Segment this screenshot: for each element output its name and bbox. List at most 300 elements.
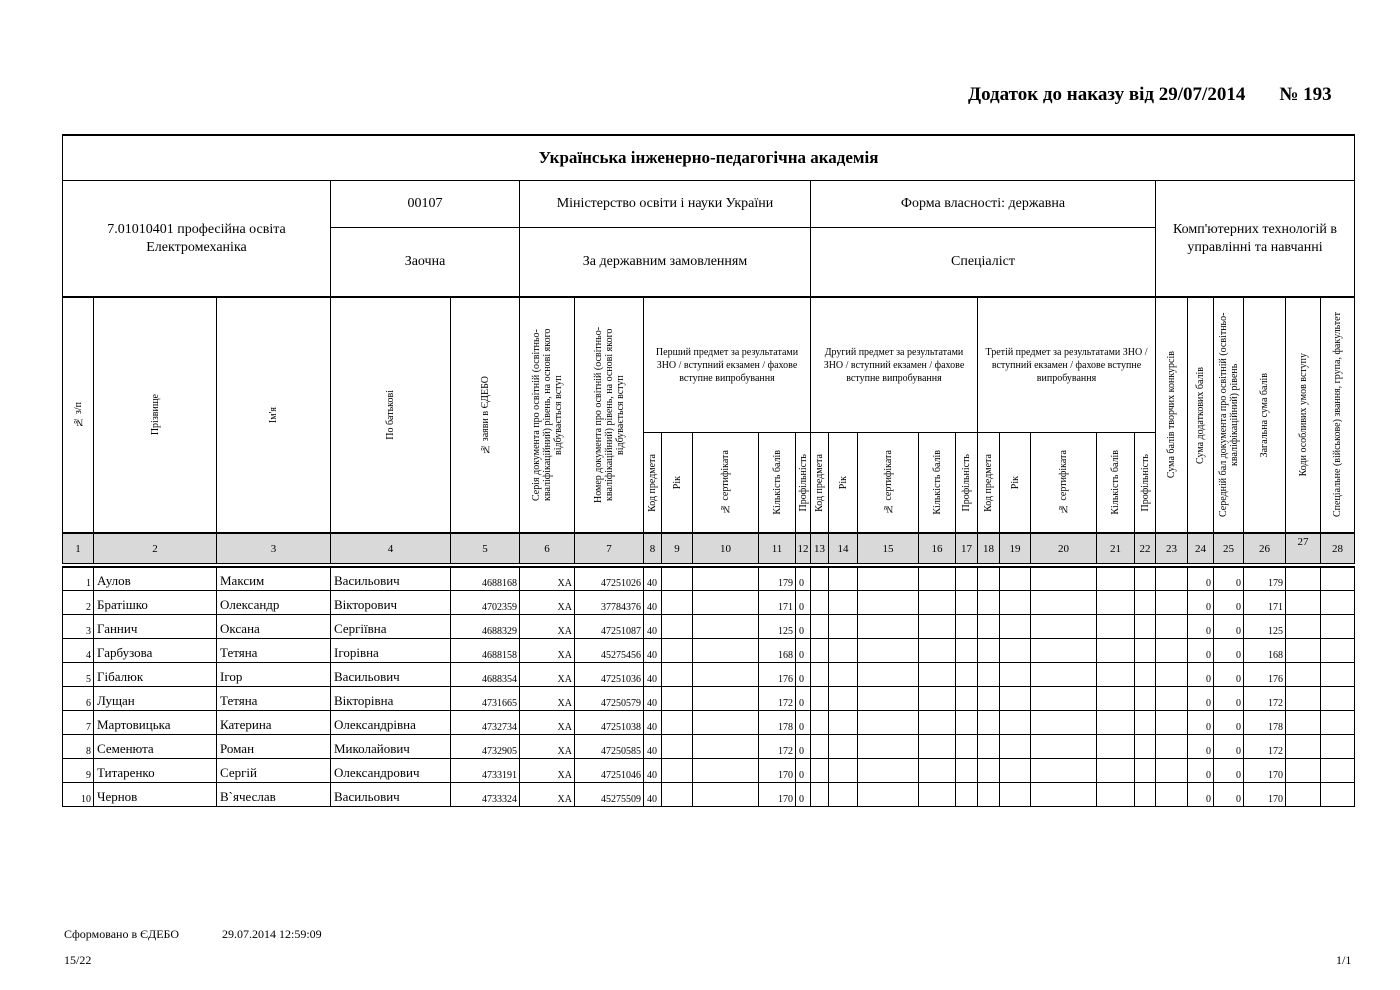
table-row-1-cell — [62, 566, 94, 591]
table-row-8-cell-text: 4732905 — [482, 746, 517, 757]
table-row-5-cell — [661, 662, 693, 687]
subject-3-header-code — [977, 432, 1000, 533]
table-row-3-cell — [918, 614, 956, 639]
table-row-6-cell-text: 4731665 — [482, 698, 517, 709]
order-title: Додаток до наказу від 29/07/2014 — [968, 84, 1246, 105]
table-row-5-cell — [955, 662, 978, 687]
table-row-2-cell — [810, 590, 829, 615]
table-row-6-cell — [758, 686, 796, 711]
table-row-2-cell-text: 0 — [1236, 602, 1241, 613]
table-row-3-cell-text: 0 — [1206, 626, 1211, 637]
table-row-10-cell-text: В`ячеслав — [220, 789, 276, 804]
table-row-9-cell — [999, 758, 1031, 783]
table-row-7-cell — [62, 710, 94, 735]
subject-2-header-cert — [857, 432, 919, 533]
table-row-1-cell — [692, 566, 759, 591]
col-creative-sum-text: Сума балів творчих конкурсів — [1166, 351, 1177, 479]
table-row-6-cell — [828, 686, 858, 711]
table-row-1-cell-text: 47251026 — [601, 578, 641, 589]
col-doc-number-text: Номер документа про освітній (освітньо-кваліфікаційний) рівень, на основі якого відбувається вступ — [592, 326, 626, 504]
specialty-code: 7.01010401 професійна освіта — [107, 222, 286, 237]
table-row-1-cell — [758, 566, 796, 591]
table-row-7-cell — [574, 710, 644, 735]
table-row-8-cell — [1285, 734, 1321, 759]
table-row-3-cell — [93, 614, 217, 639]
table-row-8-cell — [955, 734, 978, 759]
table-row-7-cell — [999, 710, 1031, 735]
table-row-6-cell — [692, 686, 759, 711]
table-row-8-cell-text: 0 — [1206, 746, 1211, 757]
column-number — [999, 532, 1031, 564]
table-row-6-cell — [1285, 686, 1321, 711]
column-number-text: 20 — [1058, 542, 1069, 555]
table-row-7-cell-text: ХА — [557, 722, 572, 733]
table-row-3-cell — [1030, 614, 1097, 639]
table-row-10-cell — [93, 782, 217, 807]
table-row-9-cell — [1155, 758, 1188, 783]
study-form-cell — [330, 227, 520, 297]
degree-cell-text: Спеціаліст — [951, 254, 1015, 269]
table-row-9-cell — [1096, 758, 1135, 783]
table-row-1-cell — [661, 566, 693, 591]
table-row-5-cell — [828, 662, 858, 687]
column-number — [62, 532, 94, 564]
table-row-10-cell — [574, 782, 644, 807]
table-row-7-cell — [977, 710, 1000, 735]
table-row-10-cell-text: ХА — [557, 794, 572, 805]
table-row-5-cell-text: 0 — [799, 674, 804, 685]
table-row-1-cell — [1213, 566, 1244, 591]
subject-2-header-code — [810, 432, 829, 533]
table-row-9-cell-text: 0 — [1236, 770, 1241, 781]
column-number-text: 7 — [606, 542, 612, 555]
table-row-10-cell — [810, 782, 829, 807]
table-row-8-cell — [977, 734, 1000, 759]
table-row-7-cell-text: 47251038 — [601, 722, 641, 733]
table-row-6-cell — [93, 686, 217, 711]
table-row-7-cell — [1155, 710, 1188, 735]
column-number-text: 21 — [1110, 542, 1121, 555]
code-cell — [330, 180, 520, 228]
table-row-9-cell — [1187, 758, 1214, 783]
subject-3-header-score-text: Кількість балів — [1110, 450, 1121, 515]
table-row-5-cell — [795, 662, 811, 687]
table-row-6-cell-text: Тетяна — [220, 693, 258, 708]
column-number-text: 6 — [544, 542, 550, 555]
table-row-4-cell — [918, 638, 956, 663]
table-row-4-cell-text: 4688158 — [482, 650, 517, 661]
table-row-1-cell — [999, 566, 1031, 591]
col-doc-series-text: Серія документа про освітній (освітньо-кваліфікаційний) рівень, на основі якого відбувається вступ — [530, 328, 564, 502]
table-row-7-cell-text: 178 — [1268, 722, 1283, 733]
table-row-6-cell-text: 40 — [647, 698, 657, 709]
table-row-3-cell — [999, 614, 1031, 639]
table-row-3-cell — [450, 614, 520, 639]
table-row-9-cell-text: 170 — [1268, 770, 1283, 781]
col-military — [1320, 296, 1355, 533]
table-row-1-cell — [574, 566, 644, 591]
table-row-2-cell — [216, 590, 331, 615]
table-row-6-cell — [1187, 686, 1214, 711]
table-row-9-cell — [661, 758, 693, 783]
table-row-4-cell-text: 168 — [1268, 650, 1283, 661]
table-row-6-cell — [795, 686, 811, 711]
generated-timestamp: 29.07.2014 12:59:09 — [222, 927, 322, 941]
table-row-4-cell-text: 168 — [778, 650, 793, 661]
table-row-7-cell — [918, 710, 956, 735]
table-row-10-cell-text: 0 — [799, 794, 804, 805]
table-row-3-cell-text: 125 — [1268, 626, 1283, 637]
table-row-9-cell — [1213, 758, 1244, 783]
column-number — [519, 532, 575, 564]
table-row-5-cell — [1155, 662, 1188, 687]
table-row-5-cell-text: 176 — [1268, 674, 1283, 685]
column-number — [1134, 532, 1156, 564]
table-row-10-cell-text: 10 — [81, 794, 91, 805]
column-number — [1030, 532, 1097, 564]
table-row-7-cell — [795, 710, 811, 735]
subject-2-header-score-text: Кількість балів — [931, 450, 943, 515]
table-row-2-cell — [977, 590, 1000, 615]
table-row-10-cell — [1030, 782, 1097, 807]
table-row-3-cell — [810, 614, 829, 639]
table-row-9-cell-text: Сергій — [220, 765, 258, 780]
subject-3-header-year-text: Рік — [1009, 475, 1021, 490]
table-row-5-cell — [1243, 662, 1286, 687]
table-row-5-cell-text: 4688354 — [482, 674, 517, 685]
table-row-9-cell — [1285, 758, 1321, 783]
table-row-8-cell — [1134, 734, 1156, 759]
table-row-3-cell-text: 0 — [1236, 626, 1241, 637]
table-row-7-cell — [857, 710, 919, 735]
table-row-7-cell — [955, 710, 978, 735]
table-row-9-cell — [795, 758, 811, 783]
table-row-8-cell-text: Семенюта — [97, 741, 154, 756]
table-row-4-cell — [216, 638, 331, 663]
table-row-8-cell — [857, 734, 919, 759]
table-row-4-cell-text: 0 — [1206, 650, 1211, 661]
table-row-9-cell — [574, 758, 644, 783]
table-row-8-cell — [62, 734, 94, 759]
table-row-5-cell — [1213, 662, 1244, 687]
table-row-3-cell — [1213, 614, 1244, 639]
table-row-9-cell-text: 0 — [1206, 770, 1211, 781]
table-row-1-cell-text: 4688168 — [482, 578, 517, 589]
column-number-text: 23 — [1166, 542, 1177, 555]
table-row-10-cell-text: 170 — [1268, 794, 1283, 805]
table-row-10-cell-text: 0 — [1206, 794, 1211, 805]
table-row-10-cell — [1187, 782, 1214, 807]
table-row-2-cell-text: 171 — [778, 602, 793, 613]
table-row-6-cell — [62, 686, 94, 711]
table-row-5-cell-text: 5 — [86, 674, 91, 685]
table-row-7-cell — [758, 710, 796, 735]
table-row-4-cell — [661, 638, 693, 663]
ownership-cell — [810, 180, 1156, 228]
subject-2-header — [810, 296, 978, 433]
table-row-8-cell-text: 8 — [86, 746, 91, 757]
column-number-text: 16 — [931, 542, 943, 555]
col-surname — [93, 296, 217, 533]
column-number-text: 25 — [1223, 542, 1234, 555]
table-row-5-cell-text: Васильович — [334, 669, 400, 684]
column-number — [661, 532, 693, 564]
table-row-3-cell-text: ХА — [557, 626, 572, 637]
table-row-4-cell — [450, 638, 520, 663]
column-number — [977, 532, 1000, 564]
table-row-8-cell-text: 47250585 — [601, 746, 641, 757]
subject-1-header-year — [661, 432, 693, 533]
table-row-5-cell — [519, 662, 575, 687]
table-row-8-cell — [450, 734, 520, 759]
table-row-3-cell — [1134, 614, 1156, 639]
column-number — [330, 532, 451, 564]
table-row-4-cell — [643, 638, 662, 663]
table-row-8-cell — [1155, 734, 1188, 759]
table-row-6-cell — [519, 686, 575, 711]
table-row-5-cell — [857, 662, 919, 687]
table-row-10-cell-text: 40 — [647, 794, 657, 805]
table-row-10-cell — [692, 782, 759, 807]
order-header — [968, 84, 1332, 106]
table-row-7-cell — [661, 710, 693, 735]
table-row-3-cell — [519, 614, 575, 639]
table-row-1-cell — [519, 566, 575, 591]
column-number — [955, 532, 978, 564]
table-row-1-cell — [810, 566, 829, 591]
column-number — [1155, 532, 1188, 564]
table-row-10-cell — [216, 782, 331, 807]
subject-1-header-score-text: Кількість балів — [771, 450, 783, 515]
table-row-2-cell — [692, 590, 759, 615]
table-row-8-cell — [93, 734, 217, 759]
column-number-text: 10 — [720, 542, 731, 555]
table-row-5-cell-text: 0 — [1206, 674, 1211, 685]
table-row-3-cell — [574, 614, 644, 639]
degree-cell — [810, 227, 1156, 297]
table-row-6-cell-text: 0 — [1206, 698, 1211, 709]
table-row-4-cell — [62, 638, 94, 663]
table-row-2-cell — [1187, 590, 1214, 615]
col-name — [216, 296, 331, 533]
table-row-8-cell — [216, 734, 331, 759]
table-row-4-cell-text: Ігорівна — [334, 645, 379, 660]
table-row-4-cell — [1285, 638, 1321, 663]
table-row-10-cell — [1285, 782, 1321, 807]
col-special-codes-text: Коди особливих умов вступу — [1297, 353, 1309, 477]
funding-cell — [519, 227, 811, 297]
table-row-1-cell — [857, 566, 919, 591]
table-row-9-cell — [977, 758, 1000, 783]
table-row-3-cell — [1096, 614, 1135, 639]
table-row-2-cell — [450, 590, 520, 615]
table-row-6-cell — [918, 686, 956, 711]
table-row-8-cell-text: 40 — [647, 746, 657, 757]
table-row-5-cell-text: 0 — [1236, 674, 1241, 685]
table-row-3-cell-text: Сергіївна — [334, 621, 387, 636]
table-row-8-cell — [918, 734, 956, 759]
funding-cell-text: За державним замовленням — [582, 254, 748, 269]
table-row-6-cell-text: 0 — [1236, 698, 1241, 709]
column-number-text: 9 — [674, 542, 680, 555]
column-number-text: 3 — [270, 542, 277, 555]
table-row-4-cell-text: 0 — [1236, 650, 1241, 661]
table-row-8-cell-text: 0 — [799, 746, 804, 757]
table-row-7-cell — [1285, 710, 1321, 735]
table-row-4-cell — [955, 638, 978, 663]
subject-1-header-cert-text: № сертифіката — [720, 450, 731, 515]
table-row-2-cell — [93, 590, 217, 615]
column-number — [795, 532, 811, 564]
table-row-1-cell — [918, 566, 956, 591]
table-row-1-cell — [643, 566, 662, 591]
table-row-6-cell-text: 6 — [86, 698, 91, 709]
table-row-6-cell — [857, 686, 919, 711]
table-row-10-cell-text: Васильович — [334, 789, 400, 804]
table-row-10-cell — [330, 782, 451, 807]
col-extra-sum-text: Сума додаткових балів — [1195, 366, 1206, 464]
table-row-1-cell — [93, 566, 217, 591]
table-row-2-cell-text: Вікторович — [334, 597, 398, 612]
subject-2-header-code-text: Код предмета — [814, 453, 825, 512]
table-row-10-cell — [1213, 782, 1244, 807]
table-row-6-cell — [1096, 686, 1135, 711]
table-row-7-cell — [1187, 710, 1214, 735]
table-row-10-cell — [977, 782, 1000, 807]
table-row-9-cell — [93, 758, 217, 783]
table-row-9-cell — [1320, 758, 1355, 783]
column-number — [1320, 532, 1355, 564]
table-row-6-cell — [955, 686, 978, 711]
table-row-7-cell — [1134, 710, 1156, 735]
table-row-5-cell-text: 176 — [778, 674, 793, 685]
table-row-10-cell — [1134, 782, 1156, 807]
column-number-text: 24 — [1195, 542, 1206, 555]
column-number — [918, 532, 956, 564]
table-row-5-cell-text: 47251036 — [601, 674, 641, 685]
table-row-2-cell-text: ХА — [557, 602, 572, 613]
table-row-4-cell — [795, 638, 811, 663]
table-row-2-cell — [918, 590, 956, 615]
column-number — [1213, 532, 1244, 564]
table-row-8-cell — [999, 734, 1031, 759]
subject-1-header-profile-text: Профільність — [797, 453, 809, 512]
subject-3-header-cert — [1030, 432, 1097, 533]
table-row-8-cell-text: Миколайович — [334, 741, 410, 756]
table-row-2-cell — [661, 590, 693, 615]
table-row-8-cell — [1096, 734, 1135, 759]
table-row-5-cell — [1187, 662, 1214, 687]
table-row-1-cell-text: ХА — [557, 578, 572, 589]
column-number — [643, 532, 662, 564]
table-row-2-cell — [955, 590, 978, 615]
table-row-9-cell — [450, 758, 520, 783]
column-number-text: 5 — [482, 542, 488, 555]
table-row-8-cell — [1030, 734, 1097, 759]
table-row-7-cell-text: 0 — [1236, 722, 1241, 733]
table-row-1-cell — [795, 566, 811, 591]
table-row-3-cell — [1243, 614, 1286, 639]
table-row-2-cell — [1285, 590, 1321, 615]
table-row-2-cell — [574, 590, 644, 615]
table-row-1-cell-text: 1 — [86, 578, 91, 589]
table-row-3-cell-text: 3 — [86, 626, 91, 637]
table-row-3-cell — [977, 614, 1000, 639]
subject-1-header-cert — [692, 432, 759, 533]
table-row-2-cell — [1134, 590, 1156, 615]
subject-3-header — [977, 296, 1156, 433]
table-row-4-cell — [1243, 638, 1286, 663]
table-row-9-cell — [519, 758, 575, 783]
column-number-text: 26 — [1259, 542, 1270, 555]
table-row-5-cell — [1134, 662, 1156, 687]
table-row-4-cell-text: Тетяна — [220, 645, 258, 660]
table-row-9-cell-text: ХА — [557, 770, 572, 781]
table-row-1-cell — [1030, 566, 1097, 591]
table-row-9-cell-text: 40 — [647, 770, 657, 781]
table-row-6-cell — [1155, 686, 1188, 711]
table-row-9-cell — [1134, 758, 1156, 783]
table-row-10-cell — [1320, 782, 1355, 807]
table-row-10-cell-text: 170 — [778, 794, 793, 805]
generated-label: Сформовано в ЄДЕБО — [64, 927, 180, 941]
table-row-2-cell — [62, 590, 94, 615]
table-row-7-cell-text: 0 — [799, 722, 804, 733]
column-number — [216, 532, 331, 564]
table-row-6-cell — [977, 686, 1000, 711]
table-row-2-cell-text: 4702359 — [482, 602, 517, 613]
table-row-3-cell — [216, 614, 331, 639]
column-number-text: 27 — [1297, 536, 1309, 548]
table-row-7-cell-text: 0 — [1206, 722, 1211, 733]
table-row-7-cell-text: Мартовицька — [97, 717, 171, 732]
subject-3-header-score — [1096, 432, 1135, 533]
table-row-7-cell — [1243, 710, 1286, 735]
table-row-6-cell — [330, 686, 451, 711]
table-row-3-cell-text: Оксана — [220, 621, 260, 636]
table-row-4-cell-text: 45275456 — [601, 650, 641, 661]
table-row-6-cell — [1030, 686, 1097, 711]
table-row-4-cell — [828, 638, 858, 663]
table-row-3-cell — [1285, 614, 1321, 639]
subject-1-header-code-text: Код предмета — [647, 453, 658, 512]
ownership-cell-text: Форма власності: державна — [900, 196, 1066, 211]
table-row-7-cell-text: 178 — [778, 722, 793, 733]
table-row-5-cell — [1285, 662, 1321, 687]
table-row-8-cell — [574, 734, 644, 759]
table-row-9-cell — [758, 758, 796, 783]
table-row-7-cell — [828, 710, 858, 735]
column-number-text: 28 — [1332, 542, 1343, 555]
table-row-3-cell — [1155, 614, 1188, 639]
table-row-5-cell — [918, 662, 956, 687]
table-row-1-cell — [1243, 566, 1286, 591]
col-creative-sum — [1155, 296, 1188, 533]
column-number-text: 2 — [152, 542, 158, 555]
table-row-3-cell — [643, 614, 662, 639]
table-row-7-cell — [1096, 710, 1135, 735]
table-row-7-cell-text: 7 — [86, 722, 91, 733]
col-military-text: Спеціальне (військове) звання, група, факультет — [1332, 312, 1343, 518]
table-row-9-cell-text: Титаренко — [97, 765, 155, 780]
table-row-5-cell — [810, 662, 829, 687]
column-number-text: 4 — [387, 542, 394, 555]
table-row-9-cell — [828, 758, 858, 783]
table-row-2-cell — [828, 590, 858, 615]
table-row-1-cell — [450, 566, 520, 591]
subject-2-header-profile — [955, 432, 978, 533]
subject-3-header-code-text: Код предмета — [983, 453, 994, 512]
